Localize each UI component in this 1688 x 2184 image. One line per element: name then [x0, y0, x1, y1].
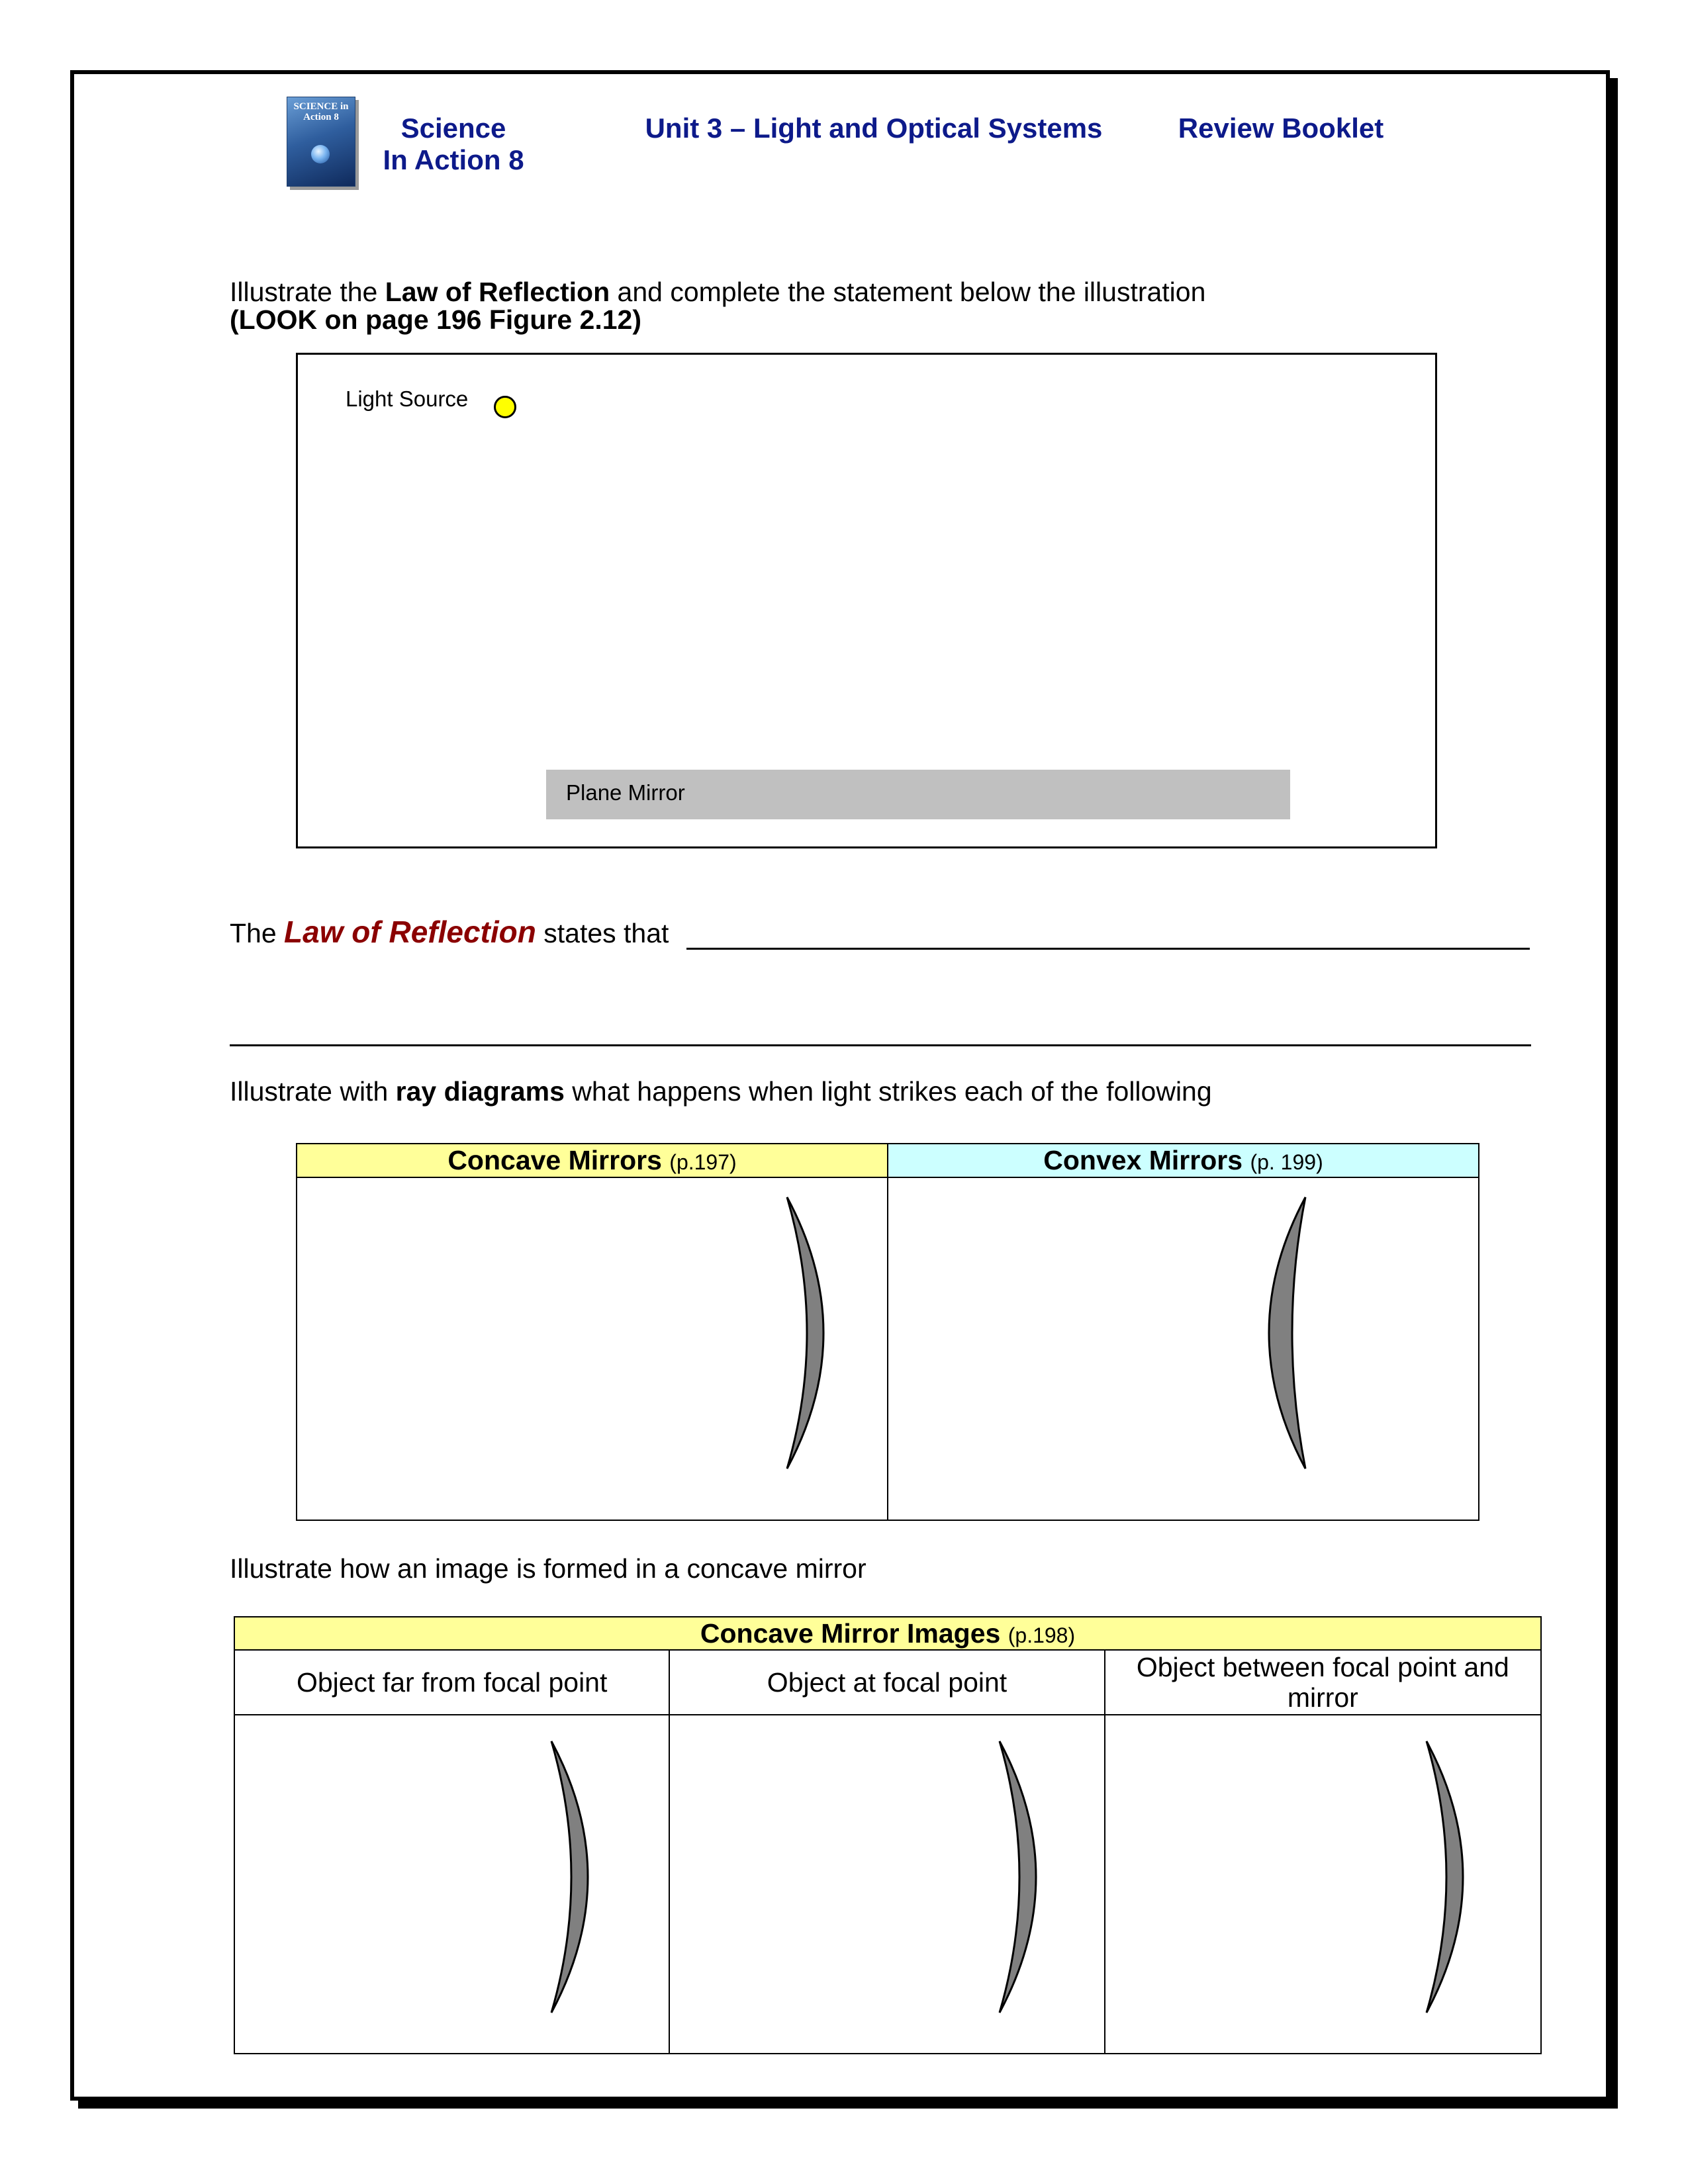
concave-images-page: (p.198) — [1008, 1623, 1076, 1647]
concave-title: Concave Mirrors — [447, 1145, 662, 1175]
section2-bold-term: ray diagrams — [395, 1076, 565, 1107]
concave-mirror-icon — [993, 1738, 1053, 2016]
convex-mirror-icon — [1259, 1194, 1319, 1472]
statement-prefix: The — [230, 918, 285, 948]
statement-term: Law of Reflection — [284, 915, 536, 949]
concave-page: (p.197) — [669, 1150, 737, 1174]
concave-mirror-icon — [1420, 1738, 1479, 2016]
concave-header — [297, 1144, 888, 1177]
plane-mirror-label: Plane Mirror — [566, 780, 685, 805]
section2-prefix: Illustrate with — [230, 1076, 396, 1107]
answer-line-1[interactable] — [686, 948, 1530, 950]
convex-title: Convex Mirrors — [1043, 1145, 1243, 1175]
concave-mirror-icon — [545, 1738, 604, 2016]
concave-images-title: Concave Mirror Images — [700, 1617, 1001, 1649]
water-drop-icon — [311, 145, 330, 163]
course-title — [371, 113, 536, 176]
far-drawing-area[interactable] — [234, 1715, 669, 2054]
course-title-line2: In Action 8 — [383, 144, 524, 175]
concave-images-table — [234, 1616, 1542, 2054]
law-statement — [230, 917, 669, 948]
booklet-title: Review Booklet — [1178, 113, 1384, 144]
section1-prefix: Illustrate the — [230, 277, 385, 307]
at-focal-drawing-area[interactable] — [669, 1715, 1104, 2054]
section1-bold-term: Law of Reflection — [385, 277, 610, 307]
statement-suffix: states that — [536, 918, 669, 948]
section2-instruction — [230, 1076, 1212, 1107]
section2-suffix: what happens when light strikes each of the following — [564, 1076, 1212, 1107]
light-source-icon — [494, 396, 516, 418]
course-title-line1: Science — [400, 113, 506, 144]
between-drawing-area[interactable] — [1105, 1715, 1541, 2054]
section1-reference: (LOOK on page 196 Figure 2.12) — [230, 304, 641, 335]
section1-suffix: and complete the statement below the illustration — [610, 277, 1206, 307]
convex-page: (p. 199) — [1250, 1150, 1323, 1174]
concave-drawing-area[interactable] — [297, 1177, 888, 1520]
column-header-far: Object far from focal point — [234, 1650, 669, 1715]
concave-images-header — [234, 1617, 1541, 1650]
plane-mirror — [546, 770, 1290, 819]
unit-title: Unit 3 – Light and Optical Systems — [645, 113, 1103, 144]
column-header-between: Object between focal point and mirror — [1105, 1650, 1541, 1715]
light-source-label: Light Source — [346, 387, 469, 411]
book-cover-logo — [287, 97, 355, 187]
section3-instruction: Illustrate how an image is formed in a concave mirror — [230, 1553, 867, 1584]
mirror-types-table — [296, 1143, 1479, 1521]
column-header-at-focal: Object at focal point — [669, 1650, 1104, 1715]
convex-drawing-area[interactable] — [888, 1177, 1479, 1520]
answer-line-2[interactable] — [230, 1044, 1531, 1046]
reflection-drawing-area[interactable] — [296, 353, 1437, 848]
concave-mirror-icon — [780, 1194, 840, 1472]
logo-text: SCIENCE in Action 8 — [293, 101, 349, 122]
convex-header — [888, 1144, 1479, 1177]
section1-instruction — [230, 277, 1205, 307]
